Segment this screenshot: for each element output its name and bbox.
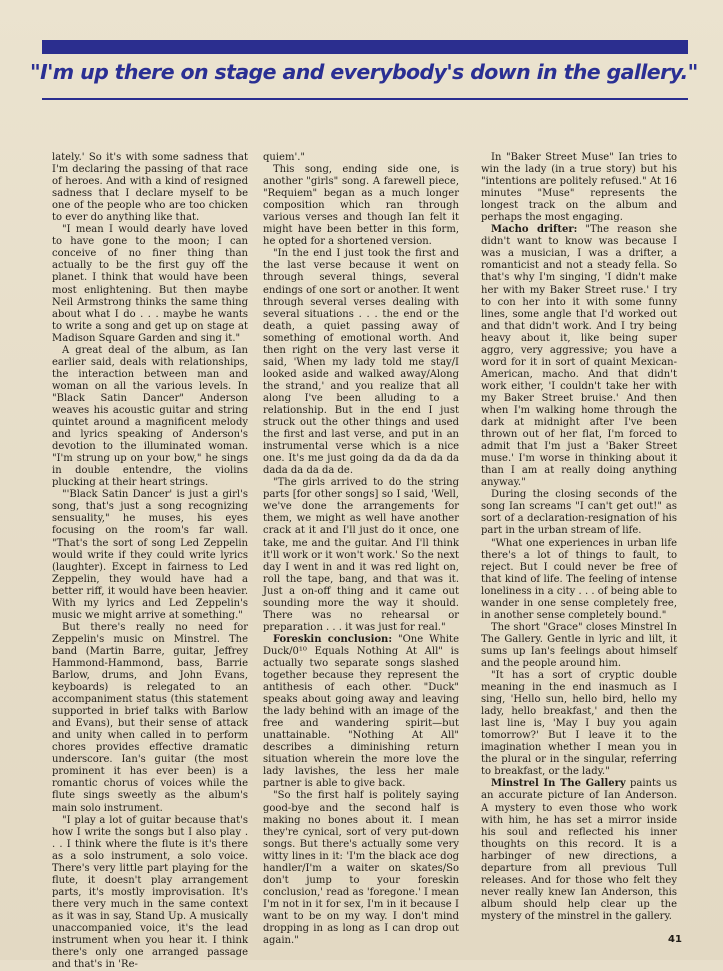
paragraph: A great deal of the album, as Ian earlier said, deals with relationships, the interaction between man and woman on all the various levels. In "Black Satin Dancer" Anderson weaves his acoustic guitar and string quintet around a magnificent melody and lyrics speaking of Anderson's devotion to the illuminated woman. "I'm strung up on your bow," he sings in double entendre, the violins plucking at their heart strings. [52, 344, 248, 489]
paragraph: But there's really no need for Zeppelin's music on Minstrel. The band (Martin Barre, guitar, Jeffrey Hammond-Hammond, bass, Barrie Barlow, drums, and John Evans, keyboards) is relegated to an accompaniment status (this statement supported in brief talks with Barlow and Evans), but their sense of attack and unity when called in to perform chores provides effective dramatic underscore. Ian's guitar (the most prominent it has ever been) is a romantic chorus of voices while the flute sings sweetly as the album's main solo instrument. [52, 621, 248, 814]
page-number: 41 [668, 934, 682, 945]
paragraph: This song, ending side one, is another "girls" song. A farewell piece, "Requiem" began as a much longer composition which ran through various verses and though Ian felt it might have been better in this form, he opted for a shortened version. [263, 164, 459, 248]
paragraph: Macho drifter: "The reason she didn't want to know was because I was a musician, I was a drifter, a romanticist and not a steady fella. So that's why I'm singing, 'I didn't make her with my Baker Street ruse.' I try to con her into it with some funny lines, some angle that I'd worked out and that didn't work. And I try being heavy about it, like being super aggro, very aggressive; you have a word for it in sort of quaint Mexican-American, macho. And that didn't work either, 'I couldn't take her with my Baker Street bruise.' And then when I'm walking home through the dark at midnight after I've been thrown out of her flat, I'm forced to admit that I'm just a 'Baker Street muse.' I'm worse in thinking about it than I am at really doing anything anyway." [481, 224, 677, 489]
paragraph: "In the end I just took the first and the last verse because it went on through several things, several endings of one sort or another. It went through several verses dealing with several situations . . . the end or the death, a quiet passing away of something of emotional worth. And then right on the very last verse it said, 'When my lady told me stay/I looked aside and walked away/Along the strand,' and you realize that all along I've been alluding to a relationship. But in the end I just struck out the other things and used the first and last verse, and put in an instrumental verse which is a nice one. It's me just going da da da da da dada da da da de. [263, 248, 459, 477]
paragraph: "So the first half is politely saying good-bye and the second half is making no bones about it. I mean they're cynical, sort of very put-down songs. But there's actually some very witty lines in it: 'I'm the black ace dog handler/I'm a waiter on skates/So don't jump to your foreskin conclusion,' read as 'foregone.' I mean I'm not in it for sex, I'm in it because I want to be on my way. I don't mind dropping in as long as I can drop out again." [263, 790, 459, 947]
headline-rule [42, 98, 688, 100]
paragraph: Minstrel In The Gallery paints us an accurate picture of Ian Anderson. A mystery to even those who work with him, he has set a mirror inside his soul and reflected his inner thoughts on this record. It is a harbinger of new directions, a departure from all previous Tull releases. And for those who felt they never really knew Ian Anderson, this album should help clear up the mystery of the minstrel in the gallery. [481, 778, 677, 922]
paragraph: The short "Grace" closes Minstrel In The Gallery. Gentle in lyric and lilt, it sums up Ian's feelings about himself and the people around him. [481, 621, 677, 669]
paragraph: Foreskin conclusion: "One White Duck/0¹⁰ Equals Nothing At All" is actually two separate songs slashed together because they represent the antithesis of each other. "Duck" speaks about going away and leaving the lady behind with an image of the free and wandering spirit—but unattainable. "Nothing At All" describes a diminishing return situation wherein the more love the lady lavishes, the less her male partner is able to give back. [263, 633, 459, 790]
paragraph: "I mean I would dearly have loved to have gone to the moon; I can conceive of no finer thing than actually to be the first guy off the planet. I think that would have been most enlightening. But then maybe Neil Armstrong thinks the same thing about what I do . . . maybe he wants to write a song and get up on stage at Madison Square Garden and sing it." [52, 224, 248, 344]
paragraph: lately.' So it's with some sadness that I'm declaring the passing of that race of heroes. And with a kind of resigned sadness that I declare myself to be one of the people who are too chicken to ever do anything like that. [52, 152, 248, 224]
paragraph: "It has a sort of cryptic double meaning in the end inasmuch as I sing, 'Hello sun, hello bird, hello my lady, hello breakfast,' and then the last line is, 'May I buy you again tomorrow?' But I leave it to the imagination whether I mean you in the plural or in the singular, referring to breakfast, or the lady." [481, 670, 677, 778]
article-column-2 [263, 152, 459, 947]
pull-quote-headline: "I'm up there on stage and everybody's down in the gallery." [30, 60, 698, 84]
paragraph: "What one experiences in urban life there's a lot of things to fault, to reject. But I could never be free of that kind of life. The feeling of intense loneliness in a city . . . of being able to wander in one sense completely free, in another sense completely bound." [481, 537, 677, 621]
article-column-1 [52, 152, 248, 971]
paragraph: "I play a lot of guitar because that's how I write the songs but I also play . . . I think where the flute is it's there as a solo instrument, a solo voice. There's very little part playing for the flute, it doesn't play arrangement parts, it's mostly improvisation. It's there very much in the same context as it was in say, Stand Up. A musically unaccompanied voice, it's the lead instrument when you hear it. I think there's only one arranged passage and that's in 'Re- [52, 814, 248, 971]
paragraph: In "Baker Street Muse" Ian tries to win the lady (in a true story) but his "intentions are politely refused." At 16 minutes "Muse" represents the longest track on the album and perhaps the most engaging. [481, 152, 677, 224]
paragraph: During the closing seconds of the song Ian screams "I can't get out!" as sort of a declaration-resignation of his part in the urban stream of life. [481, 489, 677, 537]
paragraph: quiem'." [263, 152, 305, 163]
paragraph-lead: Minstrel In The Gallery [491, 778, 626, 790]
paragraph: "'Black Satin Dancer' is just a girl's song, that's just a song recognizing sensuality," he muses, his eyes focusing on the room's far wall. "That's the sort of song Led Zeppelin would write if they could write lyrics (laughter). Except in fairness to Led Zeppelin, they would have had a better riff, it would have been heavier. With my lyrics and Led Zeppelin's music we might arrive at something." [52, 489, 248, 621]
article-column-3 [481, 152, 677, 923]
paragraph: "The girls arrived to do the string parts [for other songs] so I said, 'Well, we've done the arrangements for them, we might as well have another crack at it and I'll just do it once, one take, me and the guitar. And I'll think it'll work or it won't work.' So the next day I went in and it was red light on, roll the tape, bang, and that was it. Just a on-off thing and it came out sounding more the way it should. There was no rehearsal or preparation . . . it was just for real." [263, 477, 459, 633]
paragraph-lead: Foreskin conclusion: [273, 633, 393, 645]
header-color-bar [42, 40, 688, 54]
paragraph-lead: Macho drifter: [491, 224, 578, 236]
